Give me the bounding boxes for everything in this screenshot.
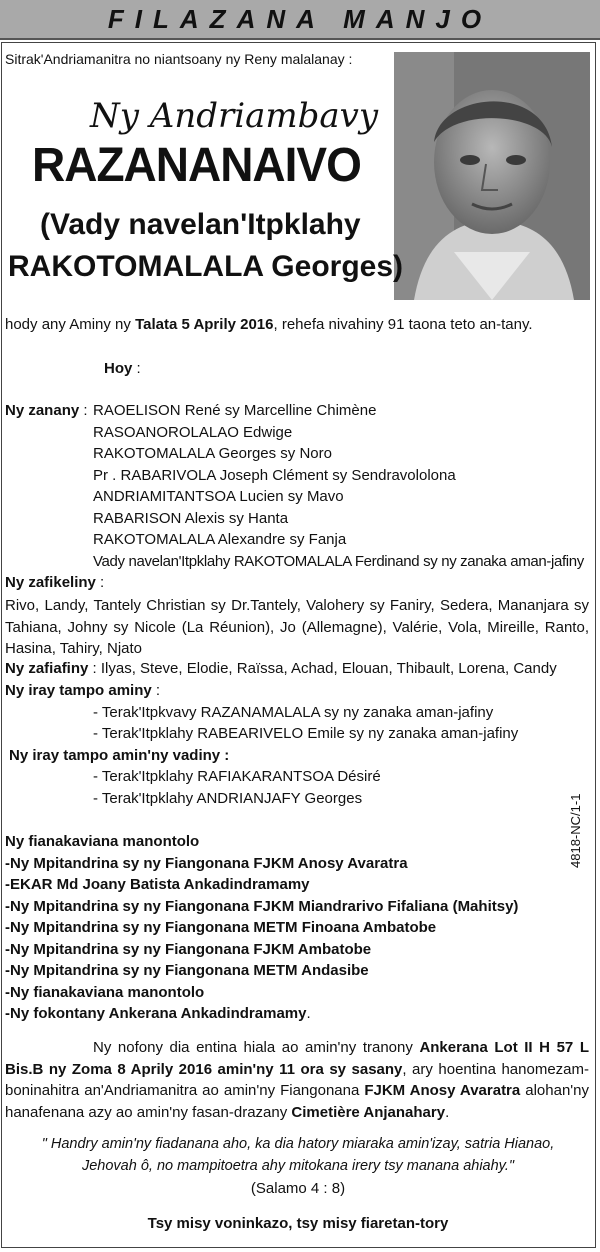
funeral-cemetery: Cimetière Anjanahary — [291, 1103, 446, 1121]
funeral-church: FJKM Anosy Avaratra — [364, 1082, 521, 1099]
zanany-item: Pr . RABARIVOLA Joseph Clément sy Sendravololona — [93, 467, 456, 484]
quote-line-1: " Handry amin'ny fiadanana aho, ka dia hatory miaraka amin'izay, satria Hianao, — [41, 1136, 555, 1152]
zafiafiny — [5, 660, 557, 677]
reference-code: 4818-NC/1-1 — [568, 793, 583, 868]
zafikeliny-heading — [5, 574, 104, 591]
funeral-p1: Ny nofony dia entina hiala ao amin'ny tranony — [93, 1039, 420, 1056]
fianakaviana-item: -Ny Mpitandrina sy ny Fiangonana FJKM Miandrarivo Fifaliana (Mahitsy) — [5, 898, 519, 915]
intro-text: Sitrak'Andriamanitra no niantsoany ny Reny malalanay : — [5, 51, 353, 67]
tampo-vadiny-item: - Terak'Itpklahy RAFIAKARANTSOA Désiré — [93, 768, 381, 785]
banner-title: FILAZANA MANJO — [107, 4, 493, 34]
zanany-heading — [5, 402, 88, 419]
zafikeliny-colon: : — [95, 574, 105, 591]
zanany-item: Vady navelan'Itpklahy RAKOTOMALALA Ferdinand sy ny zanaka aman-jafiny — [93, 553, 584, 570]
zanany-label: Ny zanany — [5, 402, 80, 419]
zafiafiny-list: : Ilyas, Steve, Elodie, Raïssa, Achad, Elouan, Thibault, Lorena, Candy — [88, 660, 557, 677]
tampo-aminy-label: Ny iray tampo aminy — [5, 682, 152, 699]
spouse-line-1: (Vady navelan'Itpklahy — [40, 208, 361, 241]
zafikeliny-list: Rivo, Landy, Tantely Christian sy Dr.Tantely, Valohery sy Faniry, Sedera, Mananjara sy Tahiana, Johny sy Nicole (La Réunion), Jo (Allemagne), Valérie, Vola, Mireille, Ranto, Hasina, Tahiry, Njato — [5, 597, 589, 657]
fianakaviana-item: -Ny Mpitandrina sy ny Fiangonana FJKM Anosy Avaratra — [5, 855, 408, 872]
zanany-item: RASOANOROLALAO Edwige — [93, 424, 293, 441]
hoy-label: Hoy — [104, 360, 133, 377]
fianakaviana-item: -Ny Mpitandrina sy ny Fiangonana METM Finoana Ambatobe — [5, 919, 437, 936]
footer-note: Tsy misy voninkazo, tsy misy fiaretan-tory — [147, 1215, 449, 1232]
fianakaviana-item: Ny fianakaviana manontolo — [5, 833, 200, 850]
death-before: hody any Aminy ny — [5, 316, 136, 333]
funeral-p3: alohan'ny hanafenana azy ao amin'ny fasan-drazany — [5, 1082, 590, 1121]
hoy — [104, 360, 141, 377]
fianakaviana-last — [5, 1005, 311, 1022]
funeral-p2: , ary hoentina hanomezam-boninahitra an'Andriamanitra ao amin'ny Fiangonana — [5, 1060, 589, 1099]
zafikeliny-label: Ny zafikeliny — [5, 574, 96, 591]
quote-line-2: Jehovah ô, no mampitoetra ahy mitokana irery tsy manana ahiahy." — [81, 1158, 515, 1174]
tampo-aminy-colon: : — [151, 682, 161, 699]
honorific: Ny Andriambavy — [90, 96, 379, 136]
zanany-item: ANDRIAMITANTSOA Lucien sy Mavo — [93, 488, 344, 505]
death-after: , rehefa nivahiny 91 taona teto an-tany. — [273, 316, 533, 333]
zanany-item: RAKOTOMALALA Georges sy Noro — [93, 445, 332, 462]
tampo-aminy-item: - Terak'Itpklahy RABEARIVELO Emile sy ny zanaka aman-jafiny — [93, 725, 519, 742]
fianakaviana-item: -Ny fokontany Ankerana Ankadindramamy — [5, 1005, 307, 1022]
death-notice — [5, 316, 533, 333]
zanany-item: RAKOTOMALALA Alexandre sy Fanja — [93, 531, 347, 548]
quote-reference: (Salamo 4 : 8) — [250, 1180, 346, 1197]
deceased-name: RAZANANAIVO — [32, 136, 361, 192]
fianakaviana-item: -Ny Mpitandrina sy ny Fiangonana METM Andasibe — [5, 962, 369, 979]
zafiafiny-label: Ny zafiafiny — [5, 660, 89, 677]
tampo-vadiny-item: - Terak'Itpklahy ANDRIANJAFY Georges — [93, 790, 363, 807]
fianakaviana-item: -EKAR Md Joany Batista Ankadindramamy — [5, 876, 310, 893]
tampo-aminy-item: - Terak'Itpkvavy RAZANAMALALA sy ny zanaka aman-jafiny — [93, 704, 494, 721]
portrait-photo-icon — [394, 52, 590, 300]
tampo-aminy-heading — [5, 682, 160, 699]
funeral-address: Ankerana Lot II H 57 L Bis.B — [5, 1039, 589, 1078]
reference-code-wrap — [568, 793, 588, 958]
hoy-colon: : — [132, 360, 141, 377]
tampo-vadiny-heading: Ny iray tampo amin'ny vadiny : — [9, 747, 230, 764]
spouse-line-2: RAKOTOMALALA Georges) — [8, 250, 404, 283]
funeral-paragraph — [5, 1037, 589, 1123]
zanany-item: RAOELISON René sy Marcelline Chimène — [93, 402, 377, 419]
portrait-photo — [394, 52, 590, 300]
zanany-colon: : — [79, 402, 88, 419]
death-date: Talata 5 Aprily 2016 — [135, 316, 274, 333]
header-banner — [0, 0, 600, 40]
zanany-item: RABARISON Alexis sy Hanta — [93, 510, 289, 527]
fianakaviana-item: -Ny Mpitandrina sy ny Fiangonana FJKM Ambatobe — [5, 941, 372, 958]
fianakaviana-period: . — [306, 1005, 311, 1022]
fianakaviana-item: -Ny fianakaviana manontolo — [5, 984, 205, 1001]
funeral-date: ny Zoma 8 Aprily 2016 amin'ny 11 ora sy sasany — [48, 1060, 403, 1078]
funeral-p4: . — [445, 1103, 450, 1121]
